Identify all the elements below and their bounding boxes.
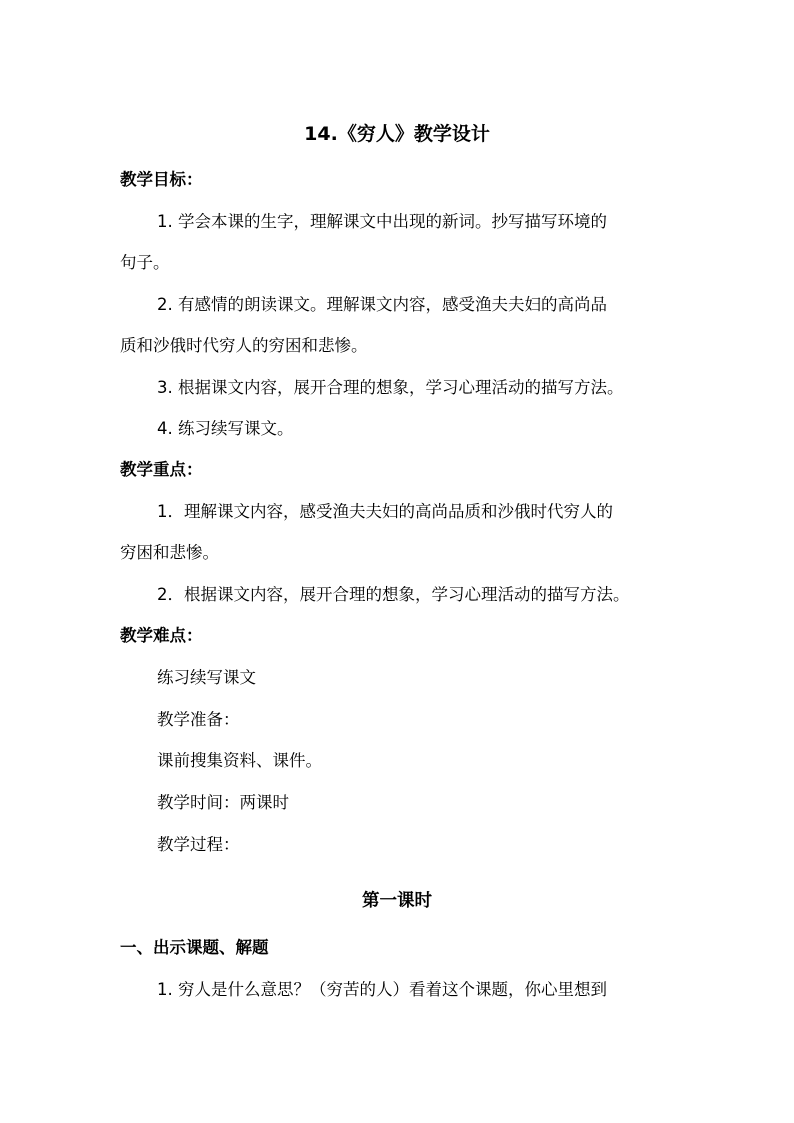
- objective-3: 3. 根据课文内容，展开合理的想象，学习心理活动的描写方法。: [157, 378, 624, 397]
- objective-2-line-2: 质和沙俄时代穷人的穷困和悲惨。: [120, 336, 368, 355]
- preparation-text: 课前搜集资料、课件。: [157, 751, 322, 770]
- objective-4: 4. 练习续写课文。: [157, 419, 294, 438]
- section-one-heading: 一、出示课题、解题: [120, 938, 269, 957]
- difficulties-heading: 教学难点：: [120, 626, 203, 645]
- section-one-item-1: 1. 穷人是什么意思？（穷苦的人）看着这个课题，你心里想到: [157, 980, 607, 999]
- preparation-label: 教学准备：: [157, 710, 240, 729]
- objective-1-line-1: 1. 学会本课的生字，理解课文中出现的新词。抄写描写环境的: [157, 212, 607, 231]
- lesson-one-heading: 第一课时: [362, 891, 432, 911]
- difficulties-text: 练习续写课文: [157, 668, 256, 687]
- objective-2-line-1: 2. 有感情的朗读课文。理解课文内容，感受渔夫夫妇的高尚品: [157, 295, 607, 314]
- teaching-time: 教学时间：两课时: [157, 793, 289, 812]
- objective-1-line-2: 句子。: [120, 253, 170, 272]
- key-point-1-line-2: 穷困和悲惨。: [120, 543, 219, 562]
- document-title: 14.《穷人》教学设计: [304, 123, 490, 145]
- key-point-2: 2．根据课文内容，展开合理的想象，学习心理活动的描写方法。: [157, 585, 630, 604]
- objectives-heading: 教学目标：: [120, 170, 203, 189]
- key-points-heading: 教学重点：: [120, 460, 203, 479]
- process-label: 教学过程：: [157, 835, 240, 854]
- key-point-1-line-1: 1．理解课文内容，感受渔夫夫妇的高尚品质和沙俄时代穷人的: [157, 502, 613, 521]
